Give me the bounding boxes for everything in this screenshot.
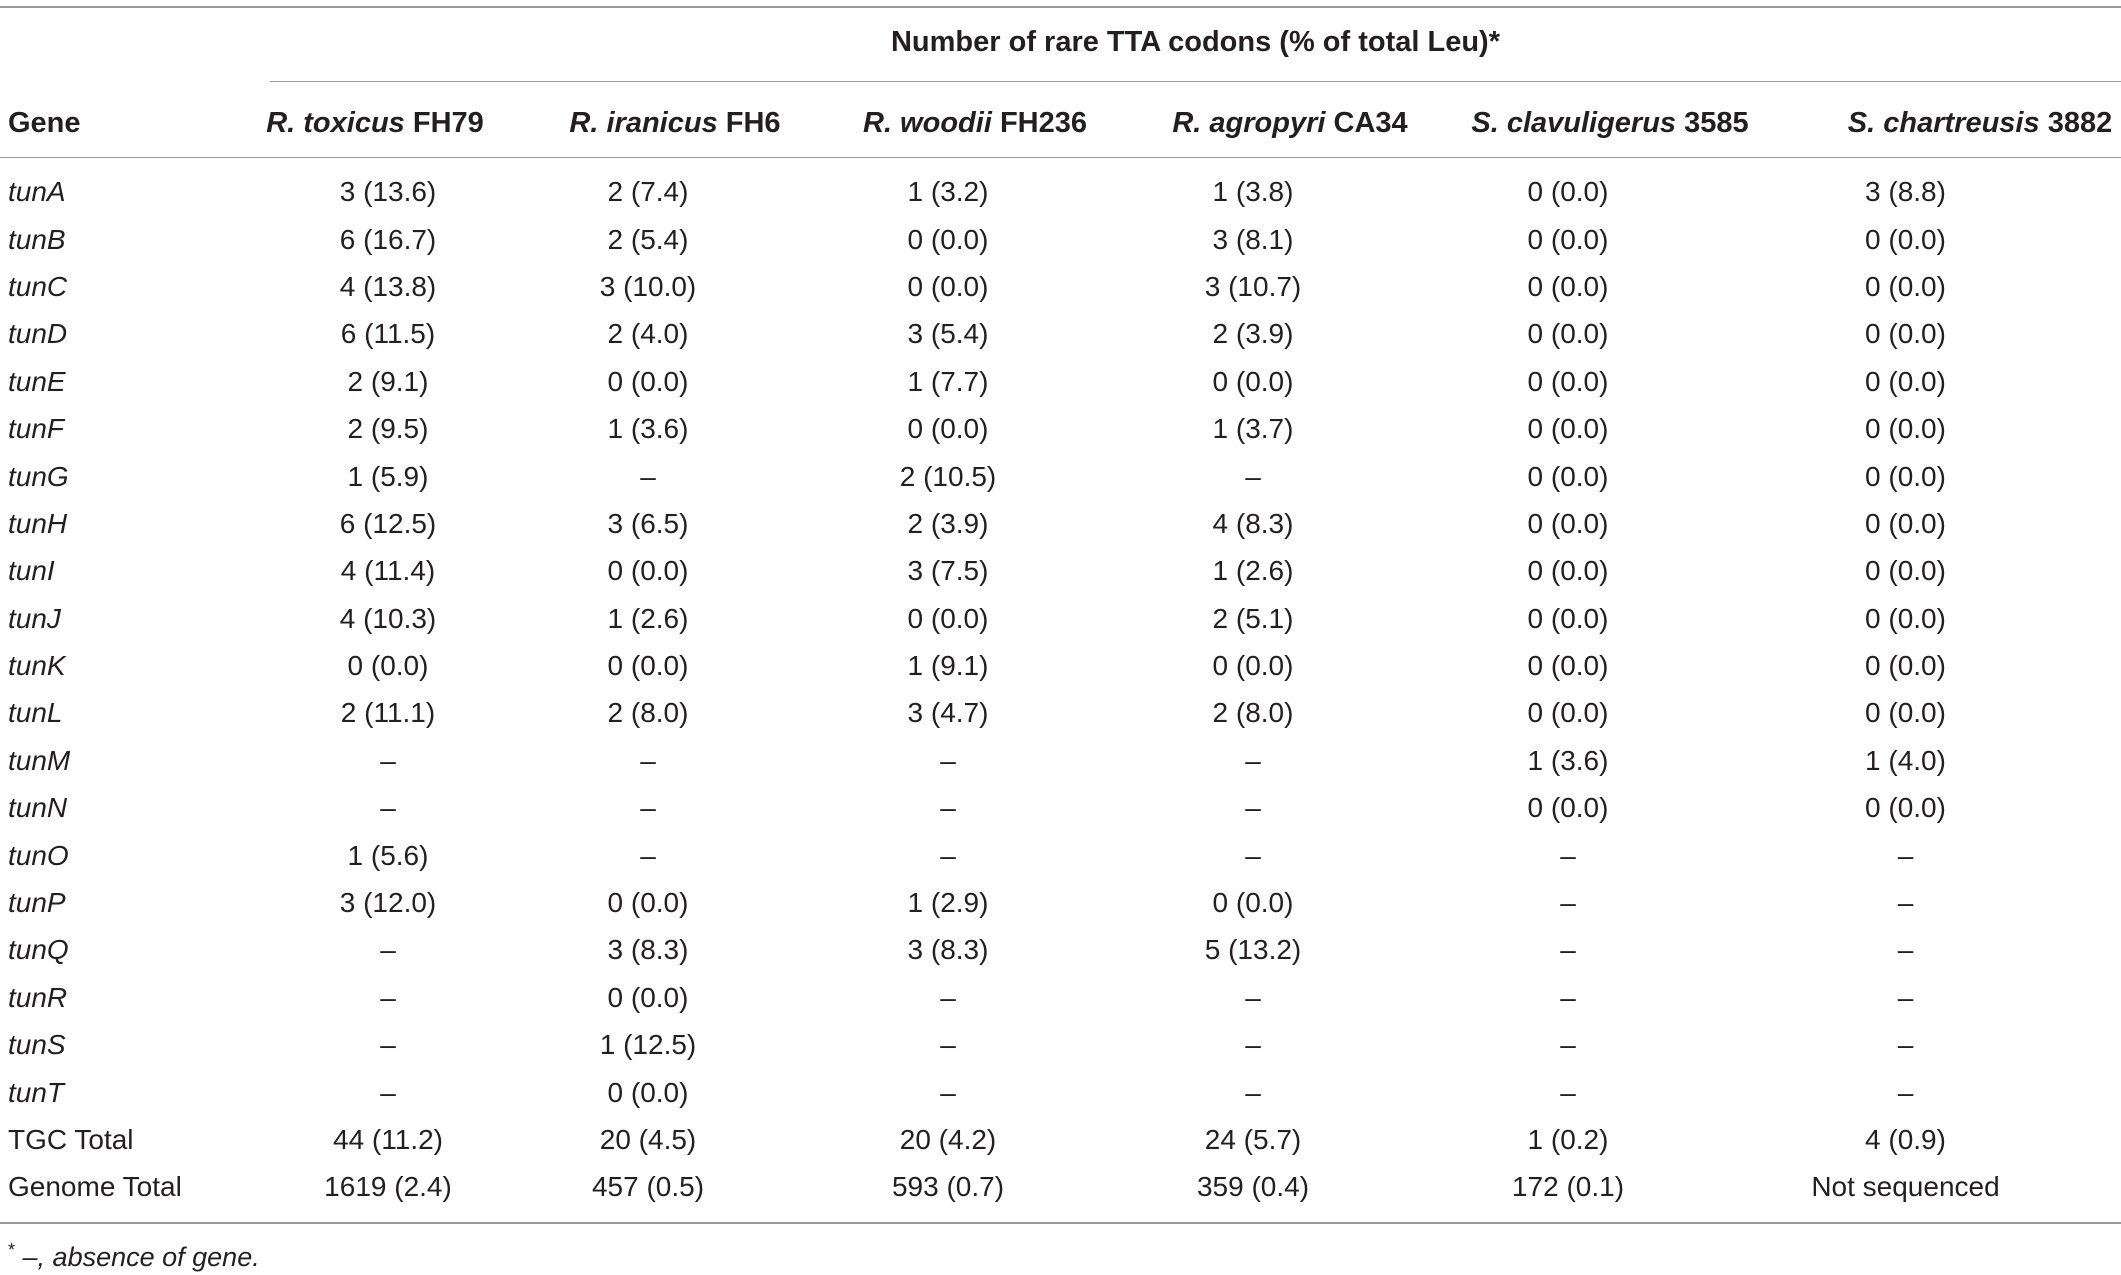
value-cell: 4 (0.9) [1865,1124,1946,1155]
value-cell: – [1897,1076,1914,1108]
column-header-strain: 3882 [2047,107,2113,139]
column-header [1140,103,1440,143]
value-cell: 2 (9.1) [347,365,429,397]
column-header-species: R. woodii [863,107,992,139]
value-cell: 3 (8.3) [907,934,989,966]
value-cell: – [380,744,396,776]
value-cell: 0 (0.0) [607,981,689,1013]
value-cell: 0 (0.0) [607,1076,689,1108]
value-cell: – [1245,792,1261,824]
data-table [0,168,2083,1211]
table-row [0,358,2083,405]
value-cell: 0 (0.0) [907,602,989,634]
value-cell: 1 (2.6) [1212,555,1294,587]
value-cell: – [940,1029,956,1061]
value-cell: 2 (11.1) [340,697,436,729]
value-cell: 3 (6.5) [607,507,689,539]
gene-cell: tunC [8,270,68,302]
value-cell: – [1560,981,1576,1013]
gene-cell: tunM [8,744,71,776]
value-cell: 0 (0.0) [907,413,989,445]
value-cell: 1 (2.9) [907,887,989,919]
value-cell: 2 (3.9) [1212,318,1294,350]
column-header [225,103,525,143]
bottom-rule [0,1222,2121,1224]
value-cell: 4 (8.3) [1212,507,1294,539]
value-cell: 5 (13.2) [1204,934,1302,966]
value-cell: – [640,839,656,871]
value-cell: – [1897,887,1914,919]
table-row [0,689,2083,736]
gene-cell: tunG [8,460,69,492]
value-cell: 457 (0.5) [591,1171,705,1203]
table-row [0,784,2083,831]
table-row [0,405,2083,452]
value-cell: 0 (0.0) [1865,697,1946,729]
value-cell: – [1897,839,1914,871]
top-rule [0,6,2121,8]
value-cell: – [1245,744,1261,776]
table-row [0,500,2083,547]
gene-column-header: Gene [8,107,81,139]
gene-cell: tunP [8,887,66,919]
value-cell: 0 (0.0) [607,555,689,587]
value-cell: 0 (0.0) [607,650,689,682]
value-cell: 0 (0.0) [1865,555,1946,587]
gene-cell: tunO [8,839,69,871]
value-cell: – [1245,981,1261,1013]
gene-cell: tunF [8,413,65,445]
value-cell: 3 (8.3) [607,934,689,966]
table-row [0,1163,2083,1210]
value-cell: 0 (0.0) [1865,223,1946,255]
value-cell: – [1245,1076,1261,1108]
gene-cell: tunA [8,176,66,208]
table-row [0,831,2083,878]
value-cell: 0 (0.0) [1527,413,1609,445]
value-cell: – [1897,981,1914,1013]
value-cell: 3 (5.4) [907,318,989,350]
value-cell: 24 (5.7) [1204,1124,1302,1155]
value-cell: 20 (4.5) [599,1124,697,1155]
value-cell: 0 (0.0) [1865,650,1946,682]
table-row [0,168,2083,215]
value-cell: 1 (2.6) [607,602,689,634]
value-cell: – [940,744,956,776]
column-header-strain: 3585 [1684,107,1749,139]
gene-cell: tunQ [8,934,69,966]
table-row [0,215,2083,262]
value-cell: 6 (16.7) [339,223,437,255]
column-header-species: R. agropyri [1172,107,1326,139]
table-row [0,974,2083,1021]
value-cell: 2 (9.5) [347,413,429,445]
value-cell: 0 (0.0) [1865,270,1946,302]
value-cell: 0 (0.0) [607,365,689,397]
value-cell: 2 (5.1) [1212,602,1294,634]
value-cell: 6 (11.5) [340,318,436,350]
value-cell: 1 (3.2) [907,176,989,208]
value-cell: 0 (0.0) [1865,792,1946,824]
value-cell: 359 (0.4) [1196,1171,1310,1203]
gene-cell: tunL [8,697,63,729]
table-row [0,1068,2083,1115]
table-row [0,1116,2083,1163]
value-cell: 1 (0.2) [1527,1124,1609,1155]
column-header-species: R. iranicus [569,107,718,139]
value-cell: – [640,792,656,824]
column-header-species: R. toxicus [266,107,405,139]
value-cell: 3 (13.6) [339,176,437,208]
group-header: Number of rare TTA codons (% of total Leu)* [890,26,1500,58]
value-cell: – [1245,839,1261,871]
table-row [0,595,2083,642]
value-cell: 1 (5.6) [347,839,429,871]
value-cell: – [1560,887,1576,919]
footnote-text: –, absence of gene. [22,1242,260,1272]
column-header-species: S. chartreusis [1847,107,2040,139]
value-cell: 0 (0.0) [1527,460,1609,492]
value-cell: 0 (0.0) [1865,318,1946,350]
value-cell: 4 (10.3) [339,602,437,634]
value-cell: 0 (0.0) [907,223,989,255]
value-cell: 1 (12.5) [599,1029,697,1061]
value-cell: 0 (0.0) [1527,555,1609,587]
value-cell: 44 (11.2) [333,1124,443,1155]
gene-cell: tunT [8,1076,65,1108]
value-cell: 0 (0.0) [347,650,429,682]
table-row [0,310,2083,357]
table-body [0,168,2083,1211]
column-header [825,103,1125,143]
column-header-species: S. clavuligerus [1471,107,1677,139]
value-cell: 0 (0.0) [1212,365,1294,397]
value-cell: 2 (3.9) [907,507,989,539]
value-cell: – [640,460,656,492]
value-cell: 3 (7.5) [907,555,989,587]
value-cell: 593 (0.7) [891,1171,1005,1203]
table-row [0,1021,2083,1068]
value-cell: 0 (0.0) [1865,602,1946,634]
gene-cell: tunJ [8,602,61,634]
value-cell: 3 (10.0) [599,270,697,302]
value-cell: 2 (10.5) [899,460,997,492]
gene-cell: tunK [8,650,66,682]
value-cell: 0 (0.0) [1527,697,1609,729]
value-cell: – [380,981,396,1013]
column-header [1460,103,1760,143]
value-cell: 0 (0.0) [1527,318,1609,350]
column-header [1830,103,2121,143]
value-cell: 0 (0.0) [607,887,689,919]
value-cell: 4 (13.8) [339,270,437,302]
value-cell: 1 (3.7) [1212,413,1294,445]
gene-cell: tunS [8,1029,66,1061]
value-cell: 0 (0.0) [1865,365,1946,397]
value-cell: 1 (5.9) [347,460,429,492]
value-cell: 0 (0.0) [1527,602,1609,634]
value-cell: 0 (0.0) [1865,460,1946,492]
value-cell: 2 (7.4) [607,176,689,208]
value-cell: 20 (4.2) [899,1124,997,1155]
value-cell: 0 (0.0) [1527,270,1609,302]
value-cell: 0 (0.0) [1212,650,1294,682]
value-cell: 172 (0.1) [1511,1171,1625,1203]
column-header-strain: FH79 [412,107,484,139]
value-cell: 3 (4.7) [907,697,989,729]
value-cell: 2 (8.0) [607,697,689,729]
value-cell: 0 (0.0) [1527,365,1609,397]
table-row [0,737,2083,784]
value-cell: 4 (11.4) [340,555,436,587]
gene-cell: tunB [8,223,66,255]
value-cell: 3 (8.8) [1865,176,1946,208]
value-cell: 3 (12.0) [339,887,437,919]
value-cell: 1 (7.7) [907,365,989,397]
value-cell: 1619 (2.4) [324,1171,452,1203]
value-cell: – [940,792,956,824]
value-cell: – [640,744,656,776]
header-rule [0,157,2121,158]
value-cell: 0 (0.0) [1527,650,1609,682]
value-cell: – [1245,460,1261,492]
value-cell: – [1560,934,1576,966]
value-cell: 0 (0.0) [907,270,989,302]
value-cell: 1 (4.0) [1865,744,1946,776]
gene-cell: tunI [8,555,55,587]
table-row [0,926,2083,973]
gene-cell: tunD [8,318,68,350]
value-cell: – [940,839,956,871]
value-cell: 1 (3.6) [607,413,689,445]
footnote-mark: * [8,1240,16,1260]
gene-cell: tunR [8,981,68,1013]
value-cell: – [1560,1076,1576,1108]
value-cell: 6 (12.5) [339,507,437,539]
value-cell: 3 (10.7) [1204,270,1302,302]
table-row [0,879,2083,926]
value-cell: 2 (4.0) [607,318,689,350]
footnote [8,1232,260,1275]
value-cell: 0 (0.0) [1527,792,1609,824]
gene-cell: TGC Total [8,1124,134,1155]
value-cell: – [1560,839,1576,871]
value-cell: 0 (0.0) [1527,507,1609,539]
value-cell: 1 (9.1) [907,650,989,682]
gene-cell: tunE [8,365,66,397]
value-cell: – [380,1029,396,1061]
value-cell: 0 (0.0) [1212,887,1294,919]
value-cell: 1 (3.6) [1527,744,1609,776]
value-cell: 0 (0.0) [1865,413,1946,445]
column-header-strain: CA34 [1333,107,1408,139]
table-row [0,547,2083,594]
value-cell: 1 (3.8) [1212,176,1294,208]
value-cell: 2 (8.0) [1212,697,1294,729]
value-cell: 2 (5.4) [607,223,689,255]
value-cell: 3 (8.1) [1212,223,1294,255]
value-cell: – [1897,1029,1914,1061]
value-cell: – [1897,934,1914,966]
value-cell: – [940,981,956,1013]
column-header-strain: FH6 [725,107,781,139]
value-cell: – [1245,1029,1261,1061]
value-cell: – [380,1076,396,1108]
group-header-rule [270,81,2121,82]
column-header [525,103,825,143]
value-cell: – [380,934,396,966]
table-row [0,263,2083,310]
table-row [0,452,2083,499]
value-cell: – [380,792,396,824]
table-row [0,642,2083,689]
gene-cell: tunH [8,507,68,539]
value-cell: – [940,1076,956,1108]
gene-cell: Genome Total [8,1171,182,1203]
value-cell: 0 (0.0) [1865,507,1946,539]
value-cell: – [1560,1029,1576,1061]
column-header-strain: FH236 [999,107,1087,139]
gene-cell: tunN [8,792,68,824]
value-cell: 0 (0.0) [1527,223,1609,255]
value-cell: 0 (0.0) [1527,176,1609,208]
value-cell: Not sequenced [1811,1171,2000,1203]
